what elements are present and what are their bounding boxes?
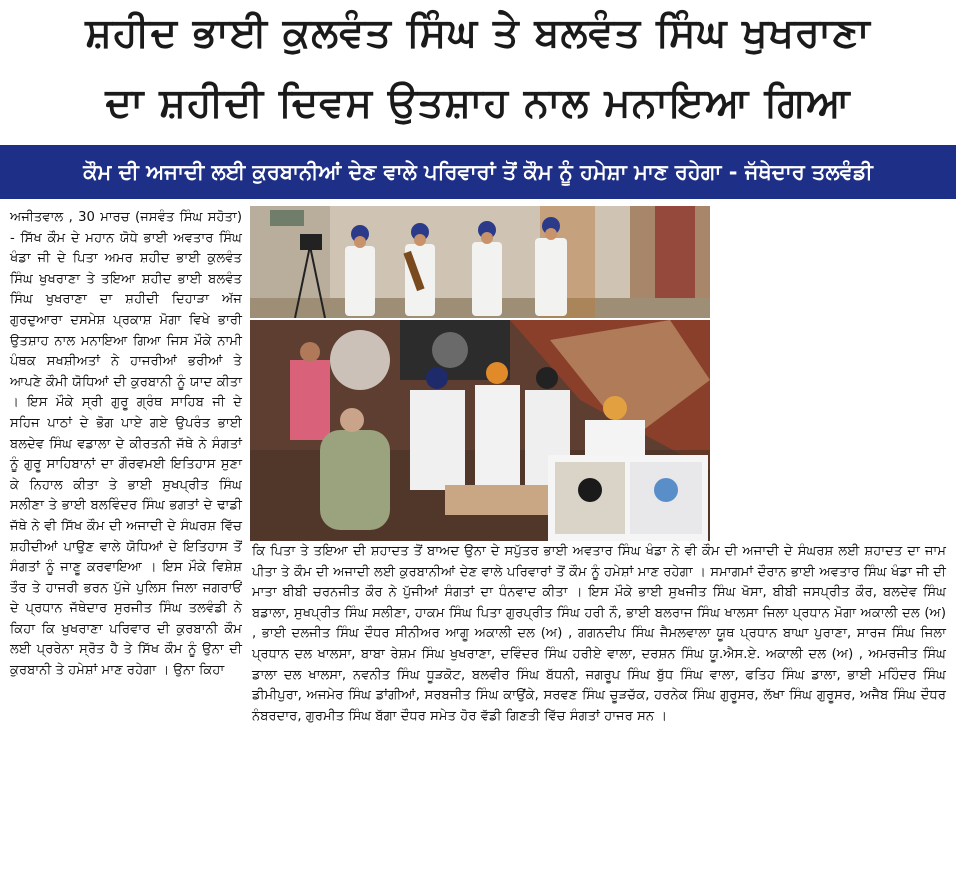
family-photo-illustration	[250, 320, 710, 541]
subheadline-text: ਕੌਮ ਦੀ ਅਜਾਦੀ ਲਈ ਕੁਰਬਾਨੀਆਂ ਦੇਣ ਵਾਲੇ ਪਰਿਵਾਰਾਂ ਤੋਂ ਕੌਮ ਨੂੰ ਹਮੇਸ਼ਾ ਮਾਣ ਰਹੇਗਾ - ਜੱਥੇਦਾਰ ਤਲਵੰਡੀ	[83, 160, 873, 184]
headline-line-1: ਸ਼ਹੀਦ ਭਾਈ ਕੁਲਵੰਤ ਸਿੰਘ ਤੇ ਬਲਵੰਤ ਸਿੰਘ ਖੁਖਰਾਣਾ	[85, 10, 871, 56]
article-bottom-column: ਕਿ ਪਿਤਾ ਤੇ ਤਇਆ ਦੀ ਸ਼ਹਾਦਤ ਤੋਂ ਬਾਅਦ ਉਨਾ ਦੇ ਸਪੁੱਤਰ ਭਾਈ ਅਵਤਾਰ ਸਿੰਘ ਖੰਡਾ ਨੇ ਵੀ ਕੌਮ ਦੀ ਅਜਾਦੀ ਦੇ ਸੰਘਰਸ਼ ਲਈ ਸ਼ਹਾਦਤ ਦਾ ਜਾਮ ਪੀਤਾ ਤੇ ਕੌਮ ਦੀ ਅਜਾਦੀ ਲਈ ਕੁਰਬਾਨੀਆਂ ਦੇਣ ਵਾਲੇ ਪਰਿਵਾਰਾਂ ਤੋਂ ਕੌਮ ਨੂੰ ਹਮੇਸ਼ਾਂ ਮਾਣ ਰਹੇਗਾ । ਸਮਾਗਮਾਂ ਦੌਰਾਨ ਭਾਈ ਅਵਤਾਰ ਸਿੰਘ ਖੰਡਾ ਜੀ ਦੀ ਮਾਤਾ ਬੀਬੀ ਚਰਨਜੀਤ ਕੌਰ ਨੇ ਪੁੱਜੀਆਂ ਸੰਗਤਾਂ ਦਾ ਧੰਨਵਾਦ ਕੀਤਾ । ਇਸ ਮੌਕੇ ਭਾਈ ਸੁਖਜੀਤ ਸਿੰਘ ਖੋਸਾ, ਬੀਬੀ ਜਸਪ੍ਰੀਤ ਕੌਰ, ਬਲਦੇਵ ਸਿੰਘ ਬਡਾਲਾ, ਸੁਖਪ੍ਰੀਤ ਸਿੰਘ ਸਲੀਣਾ, ਹਾਕਮ ਸਿੰਘ ਪਿਤਾ ਗੁਰਪ੍ਰੀਤ ਸਿੰਘ ਹਰੀ ਨੌ, ਭਾਈ ਬਲਰਾਜ ਸਿੰਘ ਖਾਲਸਾ ਜਿਲਾ ਪ੍ਰਧਾਨ ਮੋਗਾ ਅਕਾਲੀ ਦਲ (ਅ) , ਭਾਈ ਦਲਜੀਤ ਸਿੰਘ ਦੌਧਰ ਸੀਨੀਅਰ ਆਗੂ ਅਕਾਲੀ ਦਲ (ਅ) , ਗਗਨਦੀਪ ਸਿੰਘ ਜੈਮਲਵਾਲਾ ਯੂਥ ਪ੍ਰਧਾਨ ਬਾਘਾ ਪੁਰਾਣਾ, ਸਾਰਜ ਸਿੰਘ ਜਿਲਾ ਪ੍ਰਧਾਨ ਦਲ ਖਾਲਸਾ, ਬਾਬਾ ਰੇਸ਼ਮ ਸਿੰਘ ਖੁਖਰਾਣਾ, ਦਵਿੰਦਰ ਸਿੰਘ ਹਰੀਏ ਵਾਲਾ, ਦਰਸ਼ਨ ਸਿੰਘ ਯੂ.ਐਸ.ਏ. ਅਕਾਲੀ ਦਲ (ਅ) , ਅਮਰਜੀਤ ਸਿੰਘ ਡਾਲਾ ਦਲ ਖਾਲਸਾ, ਨਵਨੀਤ ਸਿੰਘ ਧੂੜਕੋਟ, ਬਲਵੀਰ ਸਿੰਘ ਬੱਧਨੀ, ਜਗਰੂਪ ਸਿੰਘ ਬੁੱਧ ਸਿੰਘ ਵਾਲਾ, ਫਤਿਹ ਸਿੰਘ ਡਾਲਾ, ਭਾਈ ਮਹਿੰਦਰ ਸਿੰਘ ਡੀਮੀਪੁਰਾ, ਅਜਮੇਰ ਸਿੰਘ ਡਾਂਗੀਆਂ, ਸਰਬਜੀਤ ਸਿੰਘ ਕਾਉਂਕੇ, ਸਰਵਣ ਸਿੰਘ ਚੂੜਚੱਕ, ਹਰਨੇਕ ਸਿੰਘ ਗੁਰੂਸਰ, ਲੱਖਾ ਸਿੰਘ ਗੁਰੂਸਰ, ਅਜੈਬ ਸਿੰਘ ਦੌਧਰ ਨੰਬਰਦਾਰ, ਗੁਰਮੀਤ ਸਿੰਘ ਬੱਗਾ ਦੌਧਰ ਸਮੇਤ ਹੋਰ ਵੱਡੀ ਗਿਣਤੀ ਵਿੱਚ ਸੰਗਤਾਂ ਹਾਜਰ ਸਨ ।	[252, 544, 946, 724]
photo-family-gathering	[250, 320, 710, 541]
headline-line-2: ਦਾ ਸ਼ਹੀਦੀ ਦਿਵਸ ਉਤਸ਼ਾਹ ਨਾਲ ਮਨਾਇਆ ਗਿਆ	[105, 80, 851, 126]
subheadline-banner	[0, 145, 956, 199]
kirtan-photo-illustration	[250, 206, 710, 318]
photo-kirtan-performers	[250, 206, 710, 318]
article-left-column: ਅਜੀਤਵਾਲ , 30 ਮਾਰਚ (ਜਸਵੰਤ ਸਿੰਘ ਸਹੋਤਾ) - ਸਿੱਖ ਕੌਮ ਦੇ ਮਹਾਨ ਯੋਧੇ ਭਾਈ ਅਵਤਾਰ ਸਿੰਘ ਖੰਡਾ ਜੀ ਦੇ ਪਿਤਾ ਅਮਰ ਸ਼ਹੀਦ ਭਾਈ ਕੁਲਵੰਤ ਸਿੰਘ ਖੁਖਰਾਣਾ ਤੇ ਤਇਆ ਸ਼ਹੀਦ ਭਾਈ ਬਲਵੰਤ ਸਿੰਘ ਖੁਖਰਾਣਾ ਦਾ ਸ਼ਹੀਦੀ ਦਿਹਾੜਾ ਅੱਜ ਗੁਰਦੁਆਰਾ ਦਸਮੇਸ਼ ਪ੍ਰਕਾਸ਼ ਮੋਗਾ ਵਿਖੇ ਭਾਰੀ ਉਤਸ਼ਾਹ ਨਾਲ ਮਨਾਇਆ ਗਿਆ ਜਿਸ ਮੌਕੇ ਨਾਮੀ ਪੰਥਕ ਸਖਸ਼ੀਅਤਾਂ ਨੇ ਹਾਜਰੀਆਂ ਭਰੀਆਂ ਤੇ ਆਪਣੇ ਕੌਮੀ ਯੋਧਿਆਂ ਦੀ ਕੁਰਬਾਨੀ ਨੂੰ ਯਾਦ ਕੀਤਾ । ਇਸ ਮੌਕੇ ਸ੍ਰੀ ਗੁਰੂ ਗ੍ਰੰਥ ਸਾਹਿਬ ਜੀ ਦੇ ਸਹਿਜ ਪਾਠਾਂ ਦੇ ਭੋਗ ਪਾਏ ਗਏ ਉਪਰੰਤ ਭਾਈ ਬਲਦੇਵ ਸਿੰਘ ਵਡਾਲਾ ਦੇ ਕੀਰਤਨੀ ਜੱਥੇ ਨੇ ਸੰਗਤਾਂ ਨੂੰ ਗੁਰੂ ਸਾਹਿਬਾਨਾਂ ਦਾ ਗੌਰਵਮਈ ਇਤਿਹਾਸ ਸੁਣਾ ਕੇ ਨਿਹਾਲ ਕੀਤਾ ਤੇ ਭਾਈ ਸੁਖਪ੍ਰੀਤ ਸਿੰਘ ਸਲੀਣਾ ਤੇ ਭਾਈ ਬਲਵਿੰਦਰ ਸਿੰਘ ਭਗਤਾਂ ਦੇ ਢਾਡੀ ਜੱਥੇ ਨੇ ਵੀ ਸਿੱਖ ਕੌਮ ਦੀ ਅਜਾਦੀ ਦੇ ਸੰਘਰਸ਼ ਵਿੱਚ ਸ਼ਹੀਦੀਆਂ ਪਾਉਣ ਵਾਲੇ ਯੋਧਿਆਂ ਦੇ ਇਤਿਹਾਸ ਤੋਂ ਸੰਗਤਾਂ ਨੂੰ ਜਾਣੂ ਕਰਵਾਇਆ । ਇਸ ਮੌਕੇ ਵਿਸ਼ੇਸ਼ ਤੌਰ ਤੇ ਹਾਜਰੀ ਭਰਨ ਪੁੱਜੇ ਪੁਲਿਸ ਜਿਲਾ ਜਗਰਾਓਂ ਦੇ ਪ੍ਰਧਾਨ ਜੱਥੇਦਾਰ ਸੁਰਜੀਤ ਸਿੰਘ ਤਲਵੰਡੀ ਨੇ ਕਿਹਾ ਕਿ ਖੁਖਰਾਣਾ ਪਰਿਵਾਰ ਦੀ ਕੁਰਬਾਨੀ ਕੌਮ ਲਈ ਪ੍ਰਰੇਨਾ ਸ੍ਰੋਤ ਹੈ ਤੇ ਸਿੱਖ ਕੌਮ ਨੂੰ ਉਨਾ ਦੀ ਕੁਰਬਾਨੀ ਤੇ ਹਮੇਸ਼ਾਂ ਮਾਣ ਰਹੇਗਾ । ਉਨਾ ਕਿਹਾ	[10, 210, 242, 679]
